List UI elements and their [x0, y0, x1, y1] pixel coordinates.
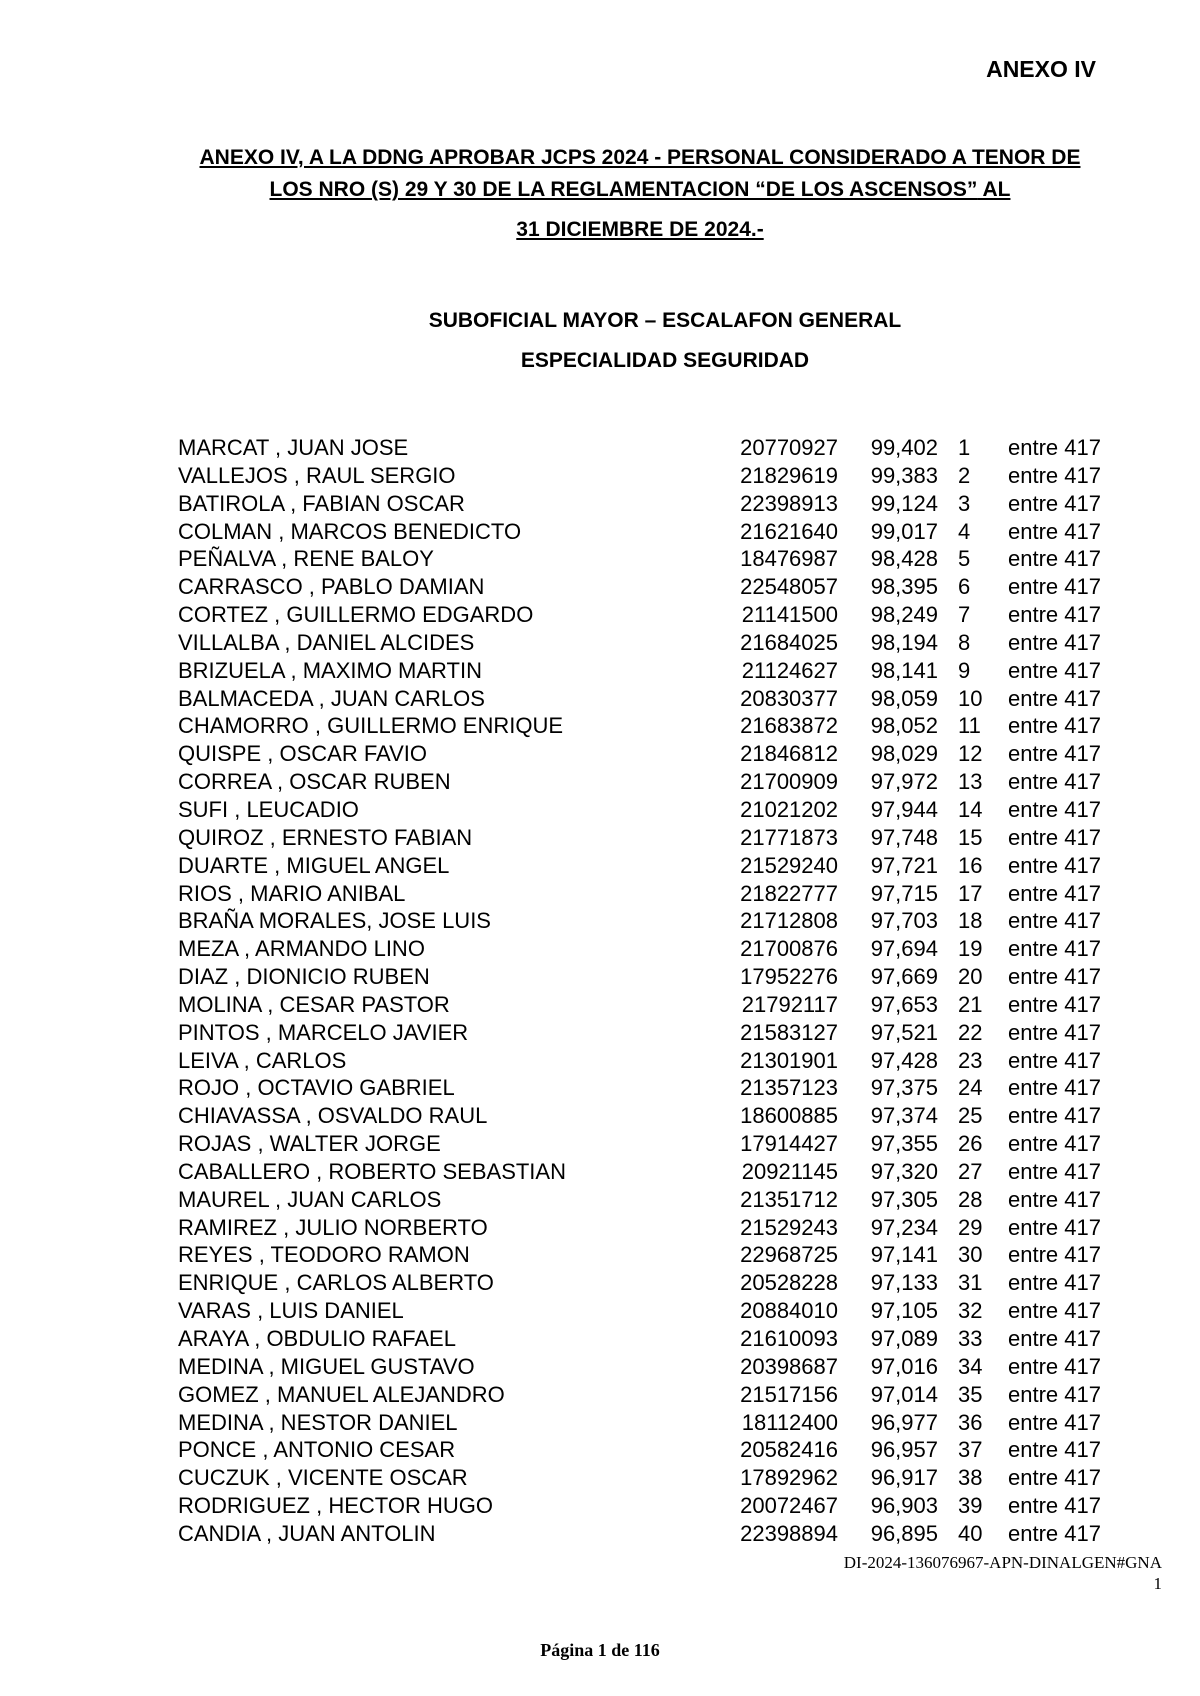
order-total: entre 417	[1008, 1075, 1101, 1101]
order-total: entre 417	[1008, 908, 1101, 934]
table-row	[178, 657, 1138, 685]
document-number: 21846812	[740, 741, 838, 767]
order-total: entre 417	[1008, 1270, 1101, 1296]
order-number: 13	[958, 769, 983, 795]
table-row	[178, 434, 1138, 462]
order-total: entre 417	[1008, 657, 1101, 683]
score-value: 98,428	[870, 546, 938, 572]
person-name: DUARTE , MIGUEL ANGEL	[178, 852, 450, 878]
order-total: entre 417	[1008, 1298, 1101, 1324]
order-number: 6	[958, 574, 971, 600]
order-total: entre 417	[1008, 1520, 1101, 1546]
document-number: 21712808	[740, 908, 838, 934]
table-row	[178, 740, 1138, 768]
order-number: 27	[958, 1158, 983, 1184]
person-name: MEZA , ARMANDO LINO	[178, 936, 425, 962]
title-line-2-text: LOS NRO (S) 29 Y 30 DE LA REGLAMENTACION “DE LOS ASCENSOS”	[269, 178, 978, 201]
score-value: 99,124	[870, 490, 938, 516]
order-number: 11	[958, 713, 981, 739]
table-row	[178, 1381, 1138, 1409]
table-row	[178, 907, 1138, 935]
person-name: VALLEJOS , RAUL SERGIO	[178, 462, 456, 488]
order-number: 40	[958, 1520, 983, 1546]
table-row	[178, 796, 1138, 824]
order-number: 18	[958, 908, 983, 934]
document-number: 17914427	[740, 1131, 838, 1157]
order-total: entre 417	[1008, 1493, 1101, 1519]
table-row	[178, 1297, 1138, 1325]
score-value: 98,059	[870, 685, 938, 711]
person-name: CANDIA , JUAN ANTOLIN	[178, 1520, 436, 1546]
order-number: 10	[958, 685, 983, 711]
document-number: 21529240	[740, 852, 838, 878]
score-value: 97,748	[870, 824, 938, 850]
order-number: 15	[958, 824, 983, 850]
document-number: 20528228	[740, 1270, 838, 1296]
order-total: entre 417	[1008, 741, 1101, 767]
score-value: 97,305	[870, 1186, 938, 1212]
table-row	[178, 963, 1138, 991]
order-total: entre 417	[1008, 1437, 1101, 1463]
person-name: QUIROZ , ERNESTO FABIAN	[178, 824, 473, 850]
document-number: 21517156	[740, 1381, 838, 1407]
table-row	[178, 490, 1138, 518]
document-number: 21700876	[740, 936, 838, 962]
order-number: 34	[958, 1353, 983, 1379]
title-date: 31 DICIEMBRE DE 2024.-	[516, 218, 764, 241]
order-number: 32	[958, 1298, 983, 1324]
table-row	[178, 601, 1138, 629]
score-value: 97,669	[870, 964, 938, 990]
order-number: 17	[958, 880, 983, 906]
table-row	[178, 768, 1138, 796]
person-name: CABALLERO , ROBERTO SEBASTIAN	[178, 1158, 566, 1184]
order-number: 16	[958, 852, 983, 878]
score-value: 97,721	[870, 852, 938, 878]
document-number: 21610093	[740, 1326, 838, 1351]
document-number: 20830377	[740, 685, 838, 711]
person-name: MOLINA , CESAR PASTOR	[178, 991, 450, 1017]
person-name: DIAZ , DIONICIO RUBEN	[178, 964, 430, 990]
person-name: QUISPE , OSCAR FAVIO	[178, 741, 427, 767]
section-grade-heading: SUBOFICIAL MAYOR – ESCALAFON GENERAL	[428, 309, 902, 332]
score-value: 98,052	[870, 713, 938, 739]
table-row	[178, 1520, 1138, 1548]
table-row	[178, 518, 1138, 546]
score-value: 97,375	[870, 1075, 938, 1101]
order-number: 21	[958, 991, 983, 1017]
order-total: entre 417	[1008, 936, 1101, 962]
person-name: LEIVA , CARLOS	[178, 1047, 347, 1073]
document-number: 21529243	[740, 1214, 838, 1240]
order-total: entre 417	[1008, 1214, 1101, 1240]
title-line-2	[150, 174, 1130, 206]
order-number: 24	[958, 1075, 983, 1101]
document-number: 22968725	[740, 1242, 838, 1268]
person-name: CORTEZ , GUILLERMO EDGARDO	[178, 602, 534, 628]
table-row	[178, 824, 1138, 852]
person-name: BRAÑA MORALES, JOSE LUIS	[178, 908, 491, 934]
person-name: CORREA , OSCAR RUBEN	[178, 769, 451, 795]
score-value: 99,017	[870, 518, 938, 544]
order-total: entre 417	[1008, 629, 1101, 655]
table-row	[178, 1325, 1138, 1353]
document-number: 21684025	[740, 629, 838, 655]
order-number: 8	[958, 629, 971, 655]
table-row	[178, 1269, 1138, 1297]
score-value: 97,521	[870, 1019, 938, 1045]
document-number: 21357123	[740, 1075, 838, 1101]
table-row	[178, 1464, 1138, 1492]
order-number: 2	[958, 462, 971, 488]
order-total: entre 417	[1008, 769, 1101, 795]
person-name: MAUREL , JUAN CARLOS	[178, 1186, 442, 1212]
order-total: entre 417	[1008, 462, 1101, 488]
person-name: SUFI , LEUCADIO	[178, 796, 359, 822]
document-id: DI-2024-136076967-APN-DINALGEN#GNA	[843, 1553, 1162, 1572]
order-number: 38	[958, 1465, 983, 1491]
order-number: 30	[958, 1242, 983, 1268]
table-row	[178, 991, 1138, 1019]
order-total: entre 417	[1008, 852, 1101, 878]
person-name: PINTOS , MARCELO JAVIER	[178, 1019, 469, 1045]
table-row	[178, 685, 1138, 713]
score-value: 97,141	[870, 1242, 938, 1268]
order-number: 4	[958, 518, 971, 544]
table-row	[178, 852, 1138, 880]
person-name: BRIZUELA , MAXIMO MARTIN	[178, 657, 482, 683]
order-total: entre 417	[1008, 574, 1101, 600]
person-name: BALMACEDA , JUAN CARLOS	[178, 685, 485, 711]
score-value: 98,395	[870, 574, 938, 600]
page-label: Página 1 de 116	[540, 1640, 660, 1660]
table-row	[178, 880, 1138, 908]
order-number: 5	[958, 546, 971, 572]
order-total: entre 417	[1008, 490, 1101, 516]
document-number: 21700909	[740, 769, 838, 795]
person-name: REYES , TEODORO RAMON	[178, 1242, 470, 1268]
document-number: 22398894	[740, 1520, 838, 1546]
order-number: 35	[958, 1381, 983, 1407]
table-row	[178, 1492, 1138, 1520]
order-number: 7	[958, 602, 971, 628]
document-number: 17892962	[740, 1465, 838, 1491]
order-total: entre 417	[1008, 1242, 1101, 1268]
person-name: BATIROLA , FABIAN OSCAR	[178, 490, 465, 516]
table-row	[178, 1353, 1138, 1381]
order-number: 22	[958, 1019, 983, 1045]
table-row	[178, 1409, 1138, 1437]
person-name: PONCE , ANTONIO CESAR	[178, 1437, 456, 1463]
score-value: 97,944	[870, 796, 938, 822]
order-number: 20	[958, 964, 983, 990]
order-total: entre 417	[1008, 685, 1101, 711]
score-value: 97,105	[870, 1298, 938, 1324]
table-row	[178, 1019, 1138, 1047]
order-total: entre 417	[1008, 796, 1101, 822]
title-line-2-suffix: AL	[977, 178, 1011, 201]
score-value: 97,653	[870, 991, 938, 1017]
score-value: 98,249	[870, 602, 938, 628]
score-value: 97,355	[870, 1131, 938, 1157]
table-row	[178, 1047, 1138, 1075]
document-number: 22548057	[740, 574, 838, 600]
score-value: 97,428	[870, 1047, 938, 1073]
person-name: ROJAS , WALTER JORGE	[178, 1131, 441, 1157]
order-total: entre 417	[1008, 546, 1101, 572]
order-number: 3	[958, 490, 971, 516]
score-value: 97,694	[870, 936, 938, 962]
person-name: VARAS , LUIS DANIEL	[178, 1298, 404, 1324]
score-value: 97,133	[870, 1270, 938, 1296]
score-value: 99,383	[870, 462, 938, 488]
table-row	[178, 1436, 1138, 1464]
order-number: 31	[958, 1270, 983, 1296]
order-total: entre 417	[1008, 991, 1101, 1017]
score-value: 99,402	[870, 435, 938, 460]
table-row	[178, 935, 1138, 963]
order-number: 37	[958, 1437, 983, 1463]
order-number: 33	[958, 1326, 983, 1351]
document-number: 20884010	[740, 1298, 838, 1324]
table-row	[178, 1074, 1138, 1102]
table-row	[178, 629, 1138, 657]
score-value: 97,234	[870, 1214, 938, 1240]
person-name: VILLALBA , DANIEL ALCIDES	[178, 629, 475, 655]
order-number: 28	[958, 1186, 983, 1212]
order-number: 12	[958, 741, 983, 767]
table-row	[178, 712, 1138, 740]
document-number: 21771873	[740, 824, 838, 850]
score-value: 97,320	[870, 1158, 938, 1184]
score-value: 96,917	[870, 1465, 938, 1491]
document-number: 21141500	[741, 602, 838, 628]
document-number: 21301901	[740, 1047, 838, 1073]
document-number: 18476987	[740, 546, 838, 572]
document-number: 21683872	[740, 713, 838, 739]
order-number: 1	[958, 435, 971, 460]
document-number: 20072467	[740, 1493, 838, 1519]
order-number: 23	[958, 1047, 983, 1073]
table-row	[178, 1102, 1138, 1130]
document-number: 20398687	[740, 1353, 838, 1379]
person-name: ENRIQUE , CARLOS ALBERTO	[178, 1270, 494, 1296]
person-name: MEDINA , NESTOR DANIEL	[178, 1409, 458, 1435]
person-name: CUCZUK , VICENTE OSCAR	[178, 1465, 468, 1491]
order-total: entre 417	[1008, 435, 1101, 460]
document-number: 22398913	[740, 490, 838, 516]
document-number: 20770927	[740, 435, 838, 460]
score-value: 96,977	[870, 1409, 938, 1435]
order-number: 14	[958, 796, 983, 822]
score-value: 97,016	[870, 1353, 938, 1379]
table-row	[178, 1186, 1138, 1214]
order-total: entre 417	[1008, 713, 1101, 739]
document-number: 21351712	[740, 1186, 838, 1212]
score-value: 97,703	[870, 908, 938, 934]
document-number: 21583127	[740, 1019, 838, 1045]
order-total: entre 417	[1008, 518, 1101, 544]
order-number: 36	[958, 1409, 983, 1435]
order-total: entre 417	[1008, 1326, 1101, 1351]
document-number: 18600885	[740, 1103, 838, 1129]
order-number: 26	[958, 1131, 983, 1157]
person-name: RIOS , MARIO ANIBAL	[178, 880, 406, 906]
table-row	[178, 573, 1138, 601]
score-value: 97,715	[870, 880, 938, 906]
page-number-short: 1	[1153, 1574, 1162, 1593]
order-number: 29	[958, 1214, 983, 1240]
table-row	[178, 1158, 1138, 1186]
document-number: 21792117	[741, 991, 838, 1017]
table-row	[178, 1241, 1138, 1269]
person-name: CARRASCO , PABLO DAMIAN	[178, 574, 485, 600]
order-total: entre 417	[1008, 1186, 1101, 1212]
order-total: entre 417	[1008, 964, 1101, 990]
annex-tag: ANEXO IV	[986, 56, 1096, 82]
order-total: entre 417	[1008, 602, 1101, 628]
person-name: MEDINA , MIGUEL GUSTAVO	[178, 1353, 475, 1379]
document-number: 21829619	[740, 462, 838, 488]
person-name: PEÑALVA , RENE BALOY	[178, 546, 434, 572]
score-value: 98,029	[870, 741, 938, 767]
document-title	[150, 142, 1130, 206]
score-value: 97,374	[870, 1103, 938, 1129]
score-value: 96,895	[870, 1520, 938, 1546]
score-value: 97,014	[870, 1381, 938, 1407]
order-total: entre 417	[1008, 1381, 1101, 1407]
order-total: entre 417	[1008, 1103, 1101, 1129]
document-number: 21822777	[740, 880, 838, 906]
score-value: 98,141	[870, 657, 938, 683]
section-specialty-heading: ESPECIALIDAD SEGURIDAD	[520, 349, 810, 372]
score-value: 96,957	[870, 1437, 938, 1463]
person-name: GOMEZ , MANUEL ALEJANDRO	[178, 1381, 505, 1407]
document-number: 18112400	[741, 1409, 838, 1435]
document-number: 20582416	[740, 1437, 838, 1463]
person-name: CHAMORRO , GUILLERMO ENRIQUE	[178, 713, 564, 739]
table-row	[178, 462, 1138, 490]
document-number: 20921145	[741, 1158, 838, 1184]
order-total: entre 417	[1008, 1353, 1101, 1379]
table-row	[178, 1214, 1138, 1242]
score-value: 97,089	[870, 1326, 938, 1351]
document-number: 21621640	[740, 518, 838, 544]
score-value: 97,972	[870, 769, 938, 795]
person-name: RAMIREZ , JULIO NORBERTO	[178, 1214, 488, 1240]
person-name: COLMAN , MARCOS BENEDICTO	[178, 518, 522, 544]
order-number: 9	[958, 657, 971, 683]
document-number: 17952276	[740, 964, 838, 990]
order-number: 19	[958, 936, 983, 962]
personnel-roster	[178, 434, 1138, 1548]
score-value: 98,194	[870, 629, 938, 655]
order-number: 25	[958, 1103, 983, 1129]
person-name: CHIAVASSA , OSVALDO RAUL	[178, 1103, 488, 1129]
person-name: ROJO , OCTAVIO GABRIEL	[178, 1075, 455, 1101]
order-total: entre 417	[1008, 1047, 1101, 1073]
document-number: 21021202	[740, 796, 838, 822]
person-name: RODRIGUEZ , HECTOR HUGO	[178, 1493, 493, 1519]
order-number: 39	[958, 1493, 983, 1519]
order-total: entre 417	[1008, 1409, 1101, 1435]
title-line-1: ANEXO IV, A LA DDNG APROBAR JCPS 2024 - PERSONAL CONSIDERADO A TENOR DE	[199, 146, 1081, 169]
order-total: entre 417	[1008, 1465, 1101, 1491]
person-name: MARCAT , JUAN JOSE	[178, 435, 409, 460]
document-number: 21124627	[741, 657, 838, 683]
order-total: entre 417	[1008, 824, 1101, 850]
order-total: entre 417	[1008, 1131, 1101, 1157]
table-row	[178, 545, 1138, 573]
score-value: 96,903	[870, 1493, 938, 1519]
order-total: entre 417	[1008, 1019, 1101, 1045]
order-total: entre 417	[1008, 880, 1101, 906]
table-row	[178, 1130, 1138, 1158]
person-name: ARAYA , OBDULIO RAFAEL	[178, 1326, 456, 1351]
order-total: entre 417	[1008, 1158, 1101, 1184]
